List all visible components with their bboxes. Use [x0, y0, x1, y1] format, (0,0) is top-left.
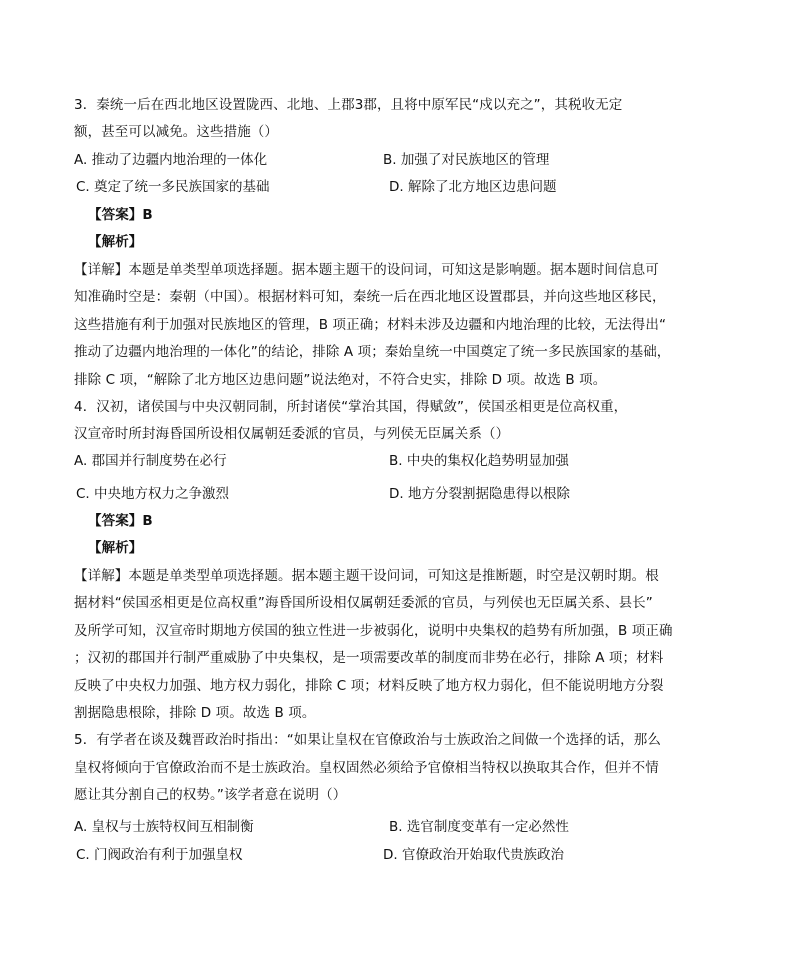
- q3-detail-line-3: 这些措施有利于加强对民族地区的管理，B 项正确；材料未涉及边疆和内地治理的比较，无法得出“: [74, 317, 667, 333]
- q3-analysis-label: 【解析】: [88, 234, 143, 250]
- q5-stem-line-1: 5．有学者在谈及魏晋政治时指出：“如果让皇权在官僚政治与士族政治之间做一个选择的话，那么: [74, 732, 661, 748]
- q4-option-c: C. 中央地方权力之争激烈: [76, 486, 230, 502]
- q5-stem-line-2: 皇权将倾向于官僚政治而不是士族政治。皇权固然必须给予官僚相当特权以换取其合作，但并不情: [74, 760, 659, 776]
- q5-option-c: C. 门阀政治有利于加强皇权: [76, 847, 243, 863]
- q4-option-a: A. 郡国并行制度势在必行: [74, 453, 227, 469]
- q4-option-d: D. 地方分裂割据隐患得以根除: [389, 486, 570, 502]
- q3-detail-line-5: 排除 C 项，“解除了北方地区边患问题”说法绝对，不符合史实，排除 D 项。故选 B 项。: [74, 372, 607, 388]
- q3-stem-line-2: 额，甚至可以减免。这些措施（）: [74, 124, 278, 140]
- q3-answer: 【答案】B: [88, 207, 153, 223]
- q3-option-c: C. 奠定了统一多民族国家的基础: [76, 179, 270, 195]
- q4-detail-line-4: ；汉初的郡国并行制严重威胁了中央集权，是一项需要改革的制度而非势在必行，排除 A 项；材料: [74, 650, 664, 666]
- q4-analysis-label: 【解析】: [88, 540, 143, 556]
- q3-detail-line-4: 推动了边疆内地治理的一体化”的结论，排除 A 项；秦始皇统一中国奠定了统一多民族国家的基础，: [74, 344, 671, 360]
- q4-answer: 【答案】B: [88, 513, 153, 529]
- q4-option-b: B. 中央的集权化趋势明显加强: [389, 453, 569, 469]
- q3-option-a: A. 推动了边疆内地治理的一体化: [74, 152, 268, 168]
- q3-option-b: B. 加强了对民族地区的管理: [383, 152, 550, 168]
- q4-detail-line-3: 及所学可知，汉宣帝时期地方侯国的独立性进一步被弱化，说明中央集权的趋势有所加强，B 项正确: [74, 623, 673, 639]
- q5-option-a: A. 皇权与士族特权间互相制衡: [74, 819, 254, 835]
- q4-detail-line-1: 【详解】本题是单类型单项选择题。据本题主题干设问词，可知这是推断题，时空是汉朝时期。根: [74, 568, 659, 584]
- q5-option-b: B. 选官制度变革有一定必然性: [389, 819, 569, 835]
- q3-detail-line-1: 【详解】本题是单类型单项选择题。据本题主题干的设问词，可知这是影响题。据本题时间信息可: [74, 262, 659, 278]
- q3-stem-line-1: 3．秦统一后在西北地区设置陇西、北地、上郡3郡，且将中原军民“戍以充之”，其税收无定: [74, 97, 623, 113]
- q5-stem-line-3: 愿让其分割自己的权势。”该学者意在说明（）: [74, 787, 347, 803]
- q4-stem-line-1: 4．汉初，诸侯国与中央汉朝同制，所封诸侯“掌治其国，得赋敛”，侯国丞相更是位高权重，: [74, 399, 628, 415]
- q4-detail-line-5: 反映了中央权力加强、地方权力弱化，排除 C 项；材料反映了地方权力弱化，但不能说明地方分裂: [74, 678, 664, 694]
- q5-option-d: D. 官僚政治开始取代贵族政治: [383, 847, 564, 863]
- q3-detail-line-2: 知准确时空是：秦朝（中国）。根据材料可知，秦统一后在西北地区设置郡县，并向这些地区移民，: [74, 289, 666, 305]
- q3-option-d: D. 解除了北方地区边患问题: [389, 179, 557, 195]
- q4-stem-line-2: 汉宣帝时所封海昏国所设相仅属朝廷委派的官员，与列侯无臣属关系（）: [74, 426, 510, 442]
- q4-detail-line-6: 割据隐患根除，排除 D 项。故选 B 项。: [74, 705, 316, 721]
- q4-detail-line-2: 据材料“侯国丞相更是位高权重”海昏国所设相仅属朝廷委派的官员，与列侯也无臣属关系、县长”: [74, 595, 653, 611]
